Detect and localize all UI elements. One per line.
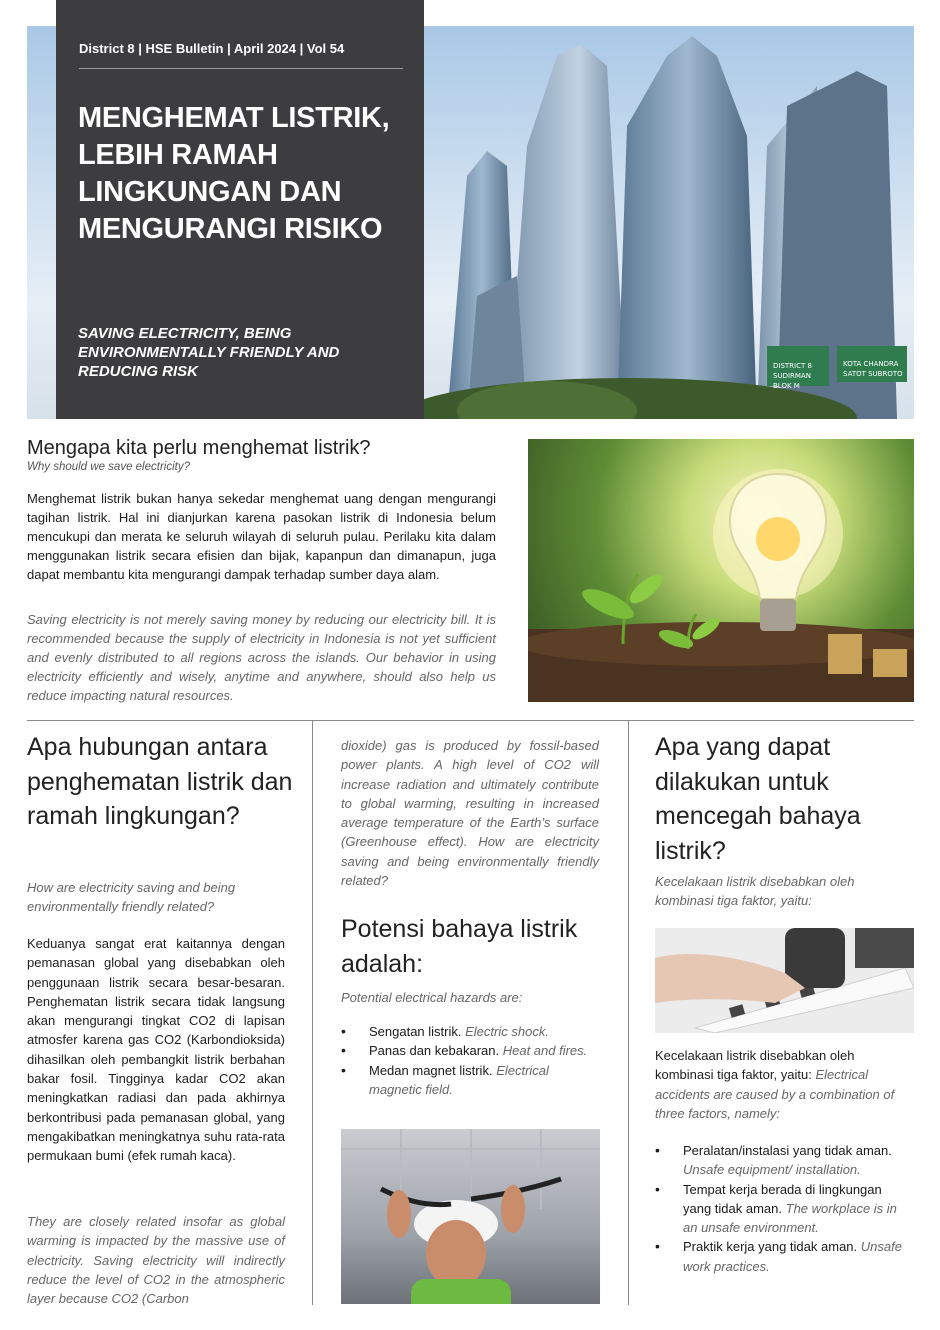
item-text-id: Tempat kerja berada di lingkungan yang tidak aman. (683, 1181, 882, 1216)
electrician-illustration (341, 1129, 600, 1304)
road-sign-text: SUDIRMAN (773, 372, 811, 380)
power-strip-plug-image (655, 928, 914, 1033)
column-body-english-continued: dioxide) gas is produced by fossil-based power plants. A high level of CO2 will increase radiation and ultimately contribute to global warming, resulting in increased average temperature of the Earth’s surface (Greenhouse effect). How are electricity saving and being environmentally friendly related? (341, 738, 599, 889)
headline-line: MENGURANGI RISIKO (78, 213, 383, 245)
headline-line: MENGHEMAT LISTRIK, (78, 102, 390, 134)
headline-english (78, 324, 378, 381)
list-item (655, 1141, 910, 1180)
column-subheading-english: How are electricity saving and being environmentally friendly related? (27, 880, 236, 914)
road-sign-text: BLOK M (773, 382, 800, 390)
horizontal-divider (27, 720, 914, 721)
column-body-indonesian: Keduanya sangat erat kaitannya dengan pemanasan global yang disebabkan oleh penggunaan listrik secara besar-besaran. Penghematan listrik secara tidak langsung akan mengurangi tingkat CO2 di lapisan atmosfer karena gas CO2 (Karbondioksida) dihasilkan oleh pembangkit listrik berbahan bakar fosil. Tingginya kadar CO2 akan meningkatkan radiasi dan pada akhirnya berkontribusi pada pemanasan global, yang mengakibatkan meningkatnya suhu rata-rata permukaan bumi (efek rumah kaca). (27, 936, 285, 1164)
section-body-english: Saving electricity is not merely saving money by reducing our electricity bill. It is recommended because the supply of electricity in Indonesia is not yet sufficient and evenly distributed to all regions across the islands. Our behavior in using electricity efficiently and wisely, anytime and anywhere, should also help us reduce impacting natural resources. (27, 612, 496, 703)
road-sign-text: SATOT SUBROTO (843, 370, 903, 378)
item-text-en: Unsafe work practices. (683, 1239, 902, 1274)
lightbulb-illustration (528, 439, 914, 702)
hazards-list (341, 1022, 601, 1099)
column-subheading: Kecelakaan listrik disebabkan oleh kombinasi tiga faktor, yaitu: (655, 874, 855, 908)
headline-en-line: ENVIRONMENTALLY FRIENDLY AND (78, 344, 340, 361)
body-text-id: Kecelakaan listrik disebabkan oleh kombinasi tiga faktor, yaitu: (655, 1048, 855, 1083)
list-item (341, 1041, 601, 1060)
item-text-id: Medan magnet listrik. (369, 1062, 493, 1078)
road-sign-text: KOTA CHANDRA (843, 360, 899, 368)
section-heading-why-save: Mengapa kita perlu menghemat listrik? (27, 437, 371, 459)
list-item (341, 1061, 601, 1100)
headline-line: LEBIH RAMAH (78, 139, 278, 171)
body-text-en: Electrical accidents are caused by a combination of three factors, namely: (655, 1067, 895, 1121)
column-heading-prevention: Apa yang dapat dilakukan untuk mencegah bahaya listrik? (655, 733, 861, 865)
column-divider (628, 720, 629, 1305)
section-body-indonesian: Menghemat listrik bukan hanya sekedar menghemat uang dengan mengurangi tagihan listrik. Hal ini dianjurkan karena pasokan listrik di Indonesia belum mencukupi dan merata ke seluruh wilayah di seluruh pulau. Perilaku kita dalam menggunakan listrik secara efisien dan bijak, kapanpun dan dimanapun, juga dapat membantu kita mengurangi dampak terhadap sumber daya alam. (27, 491, 496, 582)
road-sign-text: DISTRICT 8 (773, 362, 812, 370)
list-item (655, 1180, 910, 1238)
headline (78, 100, 418, 248)
item-text-id: Praktik kerja yang tidak aman. (683, 1239, 858, 1255)
accident-factors-list (655, 1141, 910, 1276)
bulletin-divider (79, 68, 403, 69)
item-text-en: Heat and fires. (502, 1043, 588, 1059)
lightbulb-plants-image (528, 439, 914, 702)
list-item (341, 1022, 601, 1041)
list-item (655, 1237, 910, 1276)
item-text-en: Unsafe equipment/ installation. (683, 1162, 861, 1178)
column-body (655, 1046, 910, 1123)
column-heading-relationship: Apa hubungan antara penghematan listrik dan ramah lingkungan? (27, 733, 293, 830)
column-subheading-english: Potential electrical hazards are: (341, 990, 523, 1005)
power-strip-illustration (655, 928, 914, 1033)
item-text-id: Peralatan/instalasi yang tidak aman. (683, 1143, 892, 1158)
item-text-id: Sengatan listrik. (369, 1024, 462, 1039)
bulletin-info: District 8 | HSE Bulletin | April 2024 | Vol 54 (79, 41, 345, 56)
item-text-en: The workplace is in an unsafe environment. (683, 1200, 897, 1236)
column-body-english: They are closely related insofar as global warming is impacted by the massive use of electricity. Saving electricity will indirectly reduce the level of CO2 in the atmospheric layer because CO2 (Carbon (27, 1214, 285, 1307)
item-text-en: Electric shock. (465, 1024, 549, 1039)
headline-line: LINGKUNGAN DAN (78, 176, 342, 208)
item-text-en: Electrical magnetic field. (369, 1062, 549, 1097)
column-heading-hazards: Potensi bahaya listrik adalah: (341, 915, 578, 978)
item-text-id: Panas dan kebakaran. (369, 1043, 500, 1059)
section-subheading-english: Why should we save electricity? (27, 461, 190, 473)
electrician-wiring-image (341, 1129, 600, 1304)
column-divider (312, 720, 313, 1305)
headline-en-line: SAVING ELECTRICITY, BEING (78, 325, 292, 342)
headline-en-line: REDUCING RISK (78, 363, 199, 380)
